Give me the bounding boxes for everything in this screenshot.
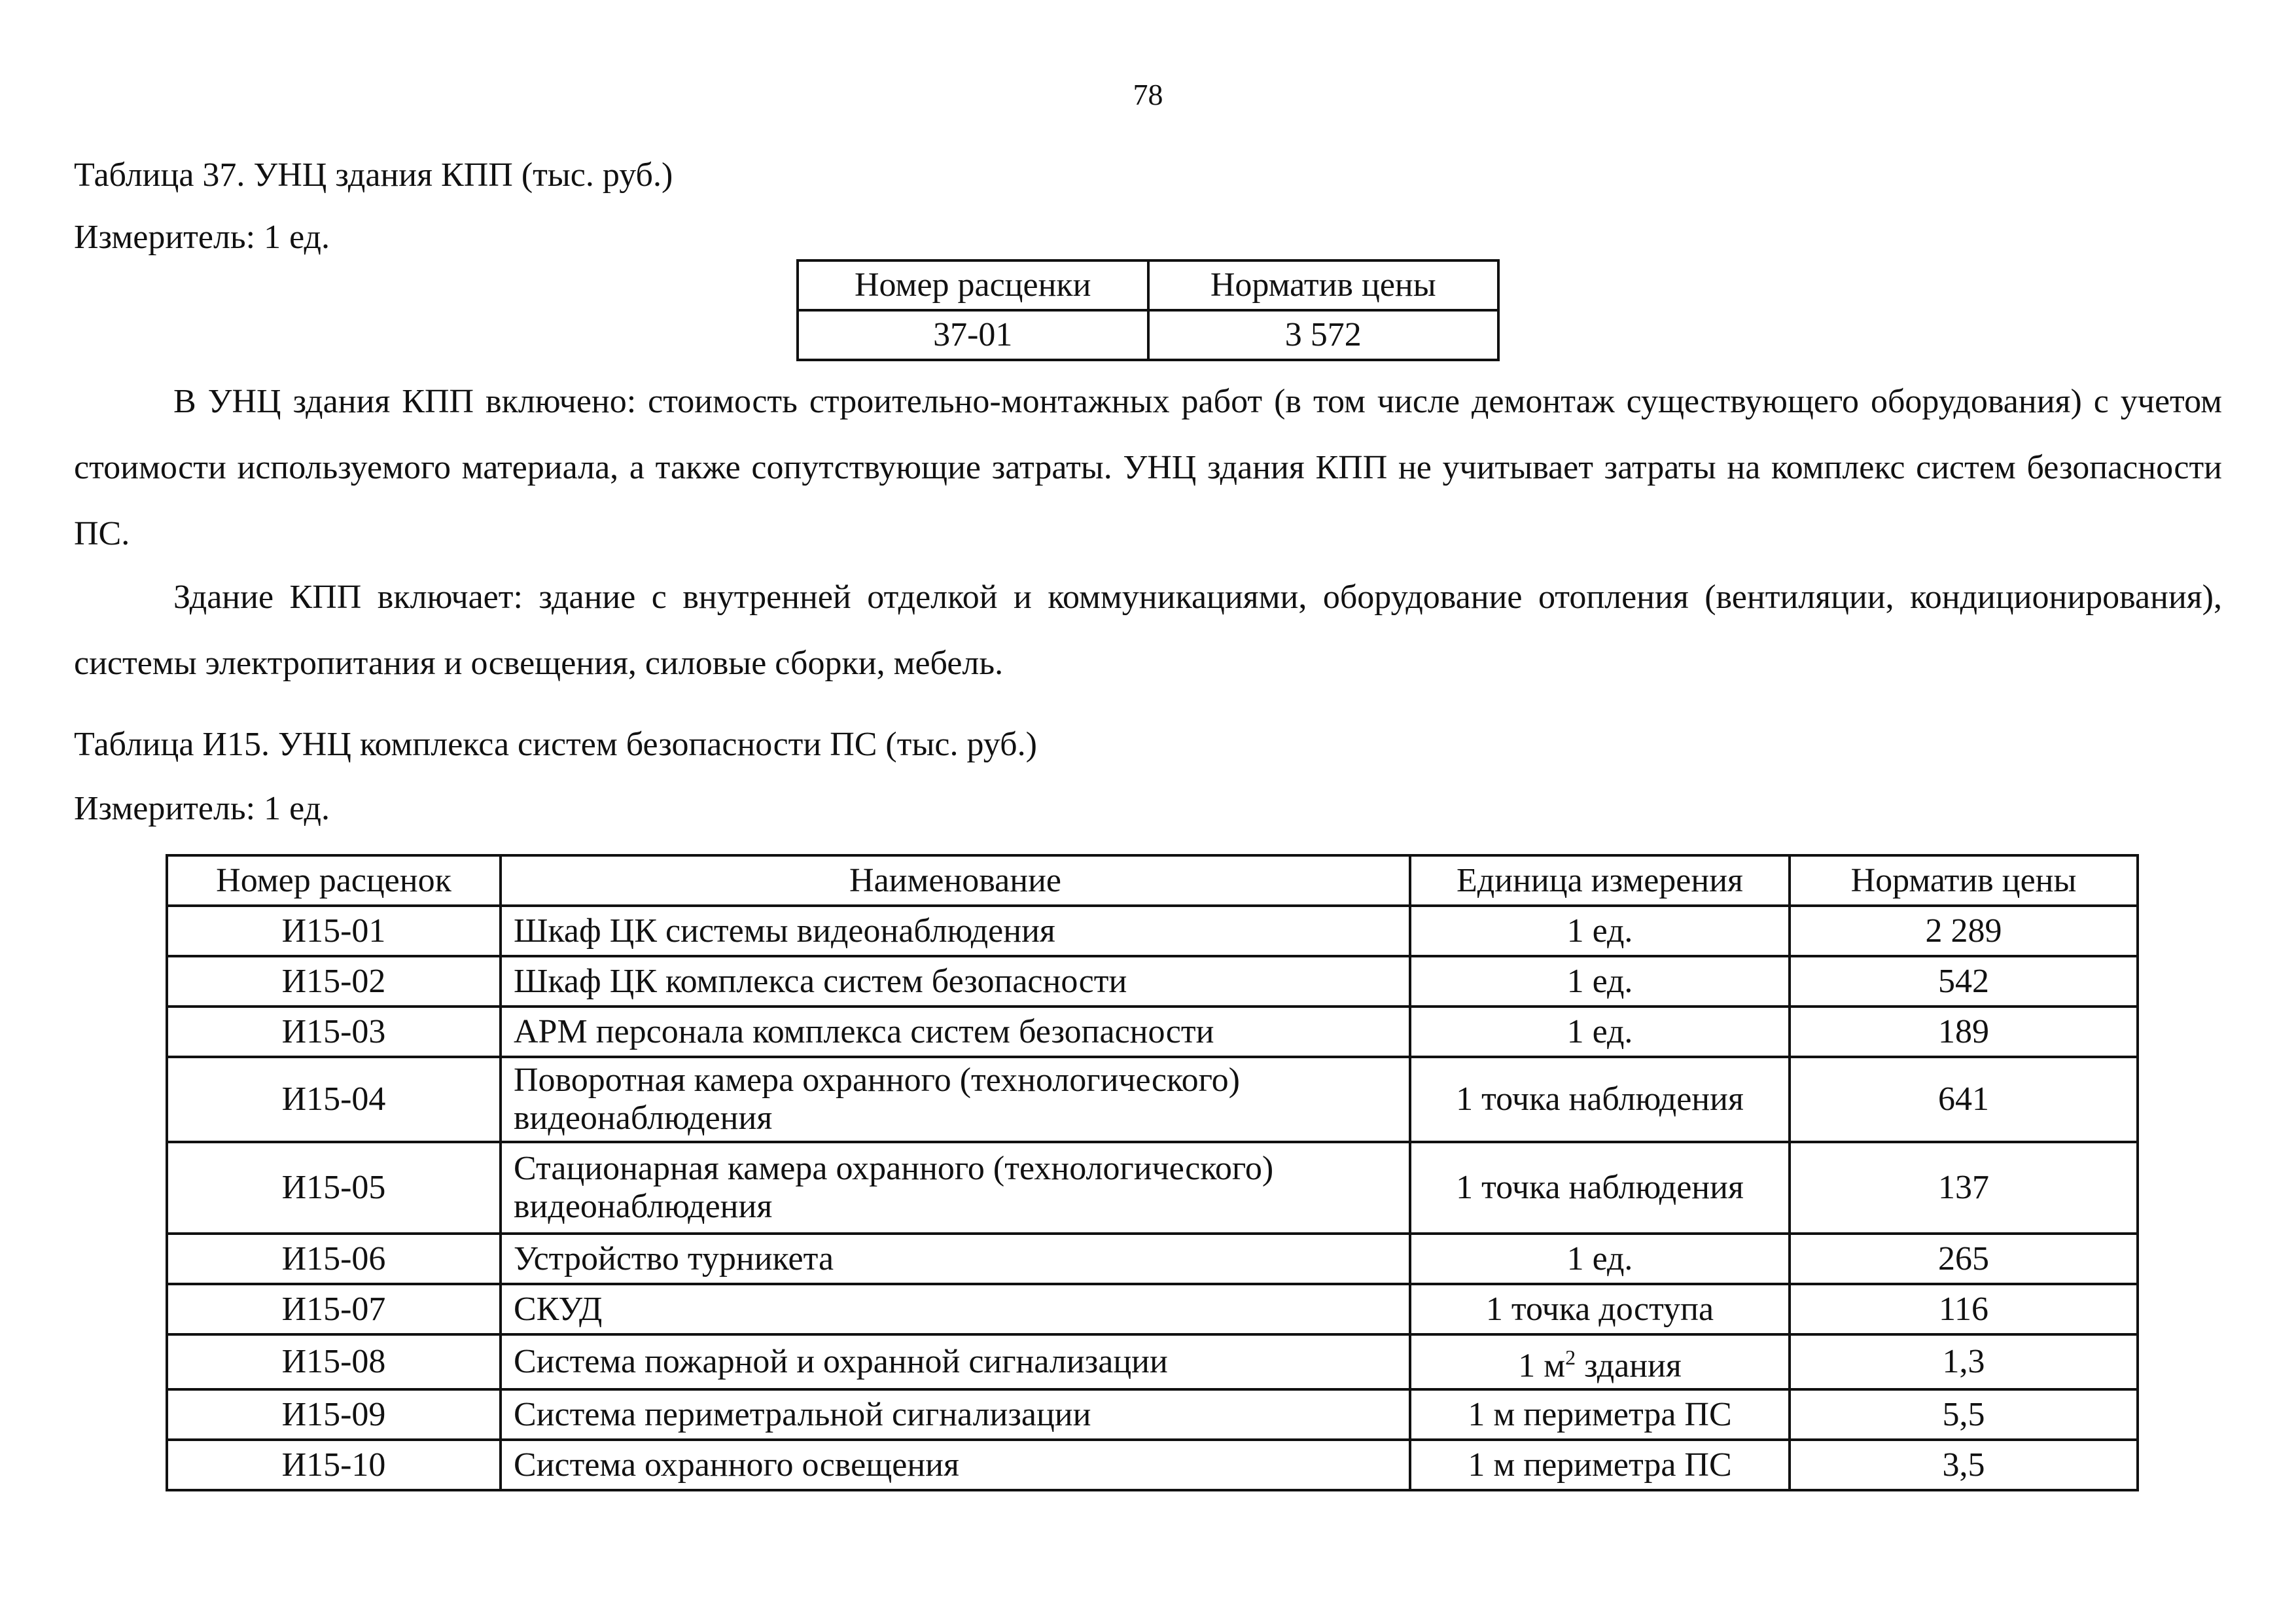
price-cell: 542 <box>1790 956 2138 1007</box>
unit-cell: 1 м периметра ПС <box>1410 1389 1790 1440</box>
table-i15-header-unit: Единица измерения <box>1410 855 1790 906</box>
price-cell: 641 <box>1790 1057 2138 1142</box>
price-cell: 137 <box>1790 1142 2138 1234</box>
name-cell: СКУД <box>501 1284 1410 1334</box>
price-cell: 2 289 <box>1790 906 2138 956</box>
table-row <box>798 310 1498 360</box>
table-i15-header-code: Номер расценок <box>167 855 501 906</box>
name-cell: Поворотная камера охранного (технологического) видеонаблюдения <box>501 1057 1410 1142</box>
table-i15 <box>166 854 2139 1491</box>
table-row <box>167 1057 2138 1142</box>
unit-cell: 1 ед. <box>1410 1234 1790 1284</box>
paragraph-1: В УНЦ здания КПП включено: стоимость строительно-монтажных работ (в том числе демонтаж существующего оборудования) с учетом стоимости используемого материала, а также сопутствующие затраты. УНЦ здания КПП не учитывает затраты на комплекс систем безопасности ПС. <box>74 383 2222 552</box>
code-cell: И15-10 <box>167 1440 501 1490</box>
code-cell: И15-02 <box>167 956 501 1007</box>
table-row <box>167 1334 2138 1389</box>
code-cell: И15-07 <box>167 1284 501 1334</box>
unit-cell: 1 ед. <box>1410 956 1790 1007</box>
price-cell: 3,5 <box>1790 1440 2138 1490</box>
table-37-price-cell: 3 572 <box>1148 310 1499 360</box>
name-cell: АРМ персонала комплекса систем безопасности <box>501 1007 1410 1057</box>
table-37 <box>796 259 1500 361</box>
price-cell: 1,3 <box>1790 1334 2138 1389</box>
unit-cell: 1 точка наблюдения <box>1410 1142 1790 1234</box>
name-cell: Стационарная камера охранного (технологического) видеонаблюдения <box>501 1142 1410 1234</box>
table-37-header-code: Номер расценки <box>798 260 1148 310</box>
name-cell: Система охранного освещения <box>501 1440 1410 1490</box>
unit-cell: 1 точка доступа <box>1410 1284 1790 1334</box>
unit-superscript: 2 <box>1565 1346 1576 1370</box>
table-i15-header-name: Наименование <box>501 855 1410 906</box>
unit-cell: 1 ед. <box>1410 1007 1790 1057</box>
table-i15-unit: Измеритель: 1 ед. <box>74 790 330 827</box>
table-row <box>167 1389 2138 1440</box>
unit-cell: 1 точка наблюдения <box>1410 1057 1790 1142</box>
table-row <box>167 1142 2138 1234</box>
price-cell: 5,5 <box>1790 1389 2138 1440</box>
unit-cell: 1 ед. <box>1410 906 1790 956</box>
table-37-caption: Таблица 37. УНЦ здания КПП (тыс. руб.) <box>74 156 673 194</box>
price-cell: 265 <box>1790 1234 2138 1284</box>
code-cell: И15-05 <box>167 1142 501 1234</box>
price-cell: 189 <box>1790 1007 2138 1057</box>
table-row <box>167 1440 2138 1490</box>
unit-prefix: 1 м <box>1518 1347 1566 1385</box>
table-37-code-cell: 37-01 <box>798 310 1148 360</box>
table-37-header-row <box>798 260 1498 310</box>
code-cell: И15-08 <box>167 1334 501 1389</box>
name-cell: Система пожарной и охранной сигнализации <box>501 1334 1410 1389</box>
table-row <box>167 956 2138 1007</box>
unit-suffix: здания <box>1576 1347 1682 1385</box>
code-cell: И15-04 <box>167 1057 501 1142</box>
table-row <box>167 1284 2138 1334</box>
page-number: 78 <box>1133 78 1163 111</box>
table-i15-header-row <box>167 855 2138 906</box>
name-cell: Шкаф ЦК системы видеонаблюдения <box>501 906 1410 956</box>
table-i15-caption: Таблица И15. УНЦ комплекса систем безопасности ПС (тыс. руб.) <box>74 726 1037 763</box>
unit-cell <box>1410 1334 1790 1389</box>
table-row <box>167 1234 2138 1284</box>
price-cell: 116 <box>1790 1284 2138 1334</box>
code-cell: И15-01 <box>167 906 501 956</box>
table-row <box>167 1007 2138 1057</box>
table-37-unit: Измеритель: 1 ед. <box>74 219 330 256</box>
paragraph-2: Здание КПП включает: здание с внутренней отделкой и коммуникациями, оборудование отопления (вентиляции, кондиционирования), системы электропитания и освещения, силовые сборки, мебель. <box>74 579 2222 682</box>
name-cell: Шкаф ЦК комплекса систем безопасности <box>501 956 1410 1007</box>
code-cell: И15-09 <box>167 1389 501 1440</box>
name-cell: Устройство турникета <box>501 1234 1410 1284</box>
table-37-header-price: Норматив цены <box>1148 260 1499 310</box>
unit-cell: 1 м периметра ПС <box>1410 1440 1790 1490</box>
table-row <box>167 906 2138 956</box>
name-cell: Система периметральной сигнализации <box>501 1389 1410 1440</box>
table-i15-header-price: Норматив цены <box>1790 855 2138 906</box>
code-cell: И15-06 <box>167 1234 501 1284</box>
code-cell: И15-03 <box>167 1007 501 1057</box>
